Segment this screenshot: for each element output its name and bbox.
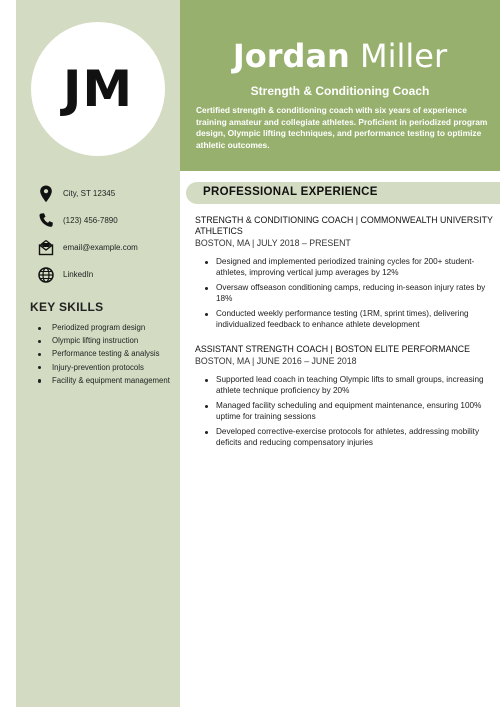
- contact-phone: [38, 212, 178, 232]
- last-name: Miller: [360, 37, 448, 75]
- monogram: JM: [62, 60, 134, 118]
- job-bullet: Designed and implemented periodized training cycles for 200+ student-athletes, improving vertical jump averages by 12%: [195, 257, 495, 279]
- job-meta: BOSTON, MA | JULY 2018 – PRESENT: [195, 238, 351, 248]
- contact-phone-text: (123) 456-7890: [63, 216, 118, 225]
- skill-item: Performance testing & analysis: [38, 349, 178, 360]
- job-meta: BOSTON, MA | JUNE 2016 – JUNE 2018: [195, 356, 357, 366]
- job-entry: [195, 344, 495, 453]
- job-title: Strength & Conditioning Coach: [250, 84, 430, 98]
- contact-linkedin-text[interactable]: LinkedIn: [63, 270, 94, 279]
- summary: Certified strength & conditioning coach with six years of experience training amateur and collegiate athletes. Proficient in periodized program design, Olympic lifting techniques, and performance testing to optimize athletic outcomes.: [196, 105, 488, 150]
- skill-item: Periodized program design: [38, 323, 178, 334]
- job-role: ASSISTANT STRENGTH COACH | BOSTON ELITE PERFORMANCE: [195, 344, 471, 354]
- skill-item: Injury-prevention protocols: [38, 363, 178, 374]
- job-bullet: Oversaw offseason conditioning camps, reducing in-season injury rates by 18%: [195, 283, 495, 305]
- full-name: [180, 36, 500, 76]
- contact-location: [38, 185, 178, 205]
- job-entry: [195, 215, 495, 335]
- job-role: STRENGTH & CONDITIONING COACH | COMMONWEALTH UNIVERSITY ATHLETICS: [195, 215, 493, 236]
- email-icon: [38, 239, 54, 257]
- contact-email-text[interactable]: email@example.com: [63, 243, 138, 252]
- job-bullet: Managed facility scheduling and equipment maintenance, ensuring 100% uptime for training sessions: [195, 401, 495, 423]
- job-bullet: Supported lead coach in teaching Olympic lifts to small groups, increasing athlete technique proficiency by 20%: [195, 375, 495, 397]
- skill-item: Olympic lifting instruction: [38, 336, 178, 347]
- location-pin-icon: [38, 185, 54, 203]
- job-bullet: Developed corrective-exercise protocols for athletes, addressing mobility deficits and reducing compensatory injuries: [195, 427, 495, 449]
- experience-heading: PROFESSIONAL EXPERIENCE: [203, 186, 378, 198]
- contact-linkedin: [38, 266, 178, 286]
- monogram-circle: [31, 22, 165, 156]
- job-bullets: [195, 257, 495, 331]
- skill-item: Facility & equipment management: [38, 376, 178, 387]
- job-bullet: Conducted weekly performance testing (1RM, sprint times), delivering individualized feedback to enhance athlete development: [195, 309, 495, 331]
- job-bullets: [195, 375, 495, 449]
- phone-icon: [38, 212, 54, 230]
- first-name: Jordan: [232, 37, 350, 75]
- contact-email: [38, 239, 178, 259]
- skills-list: [38, 323, 178, 389]
- skills-heading: KEY SKILLS: [30, 300, 104, 314]
- contact-location-text: City, ST 12345: [63, 189, 116, 198]
- globe-icon: [38, 266, 54, 284]
